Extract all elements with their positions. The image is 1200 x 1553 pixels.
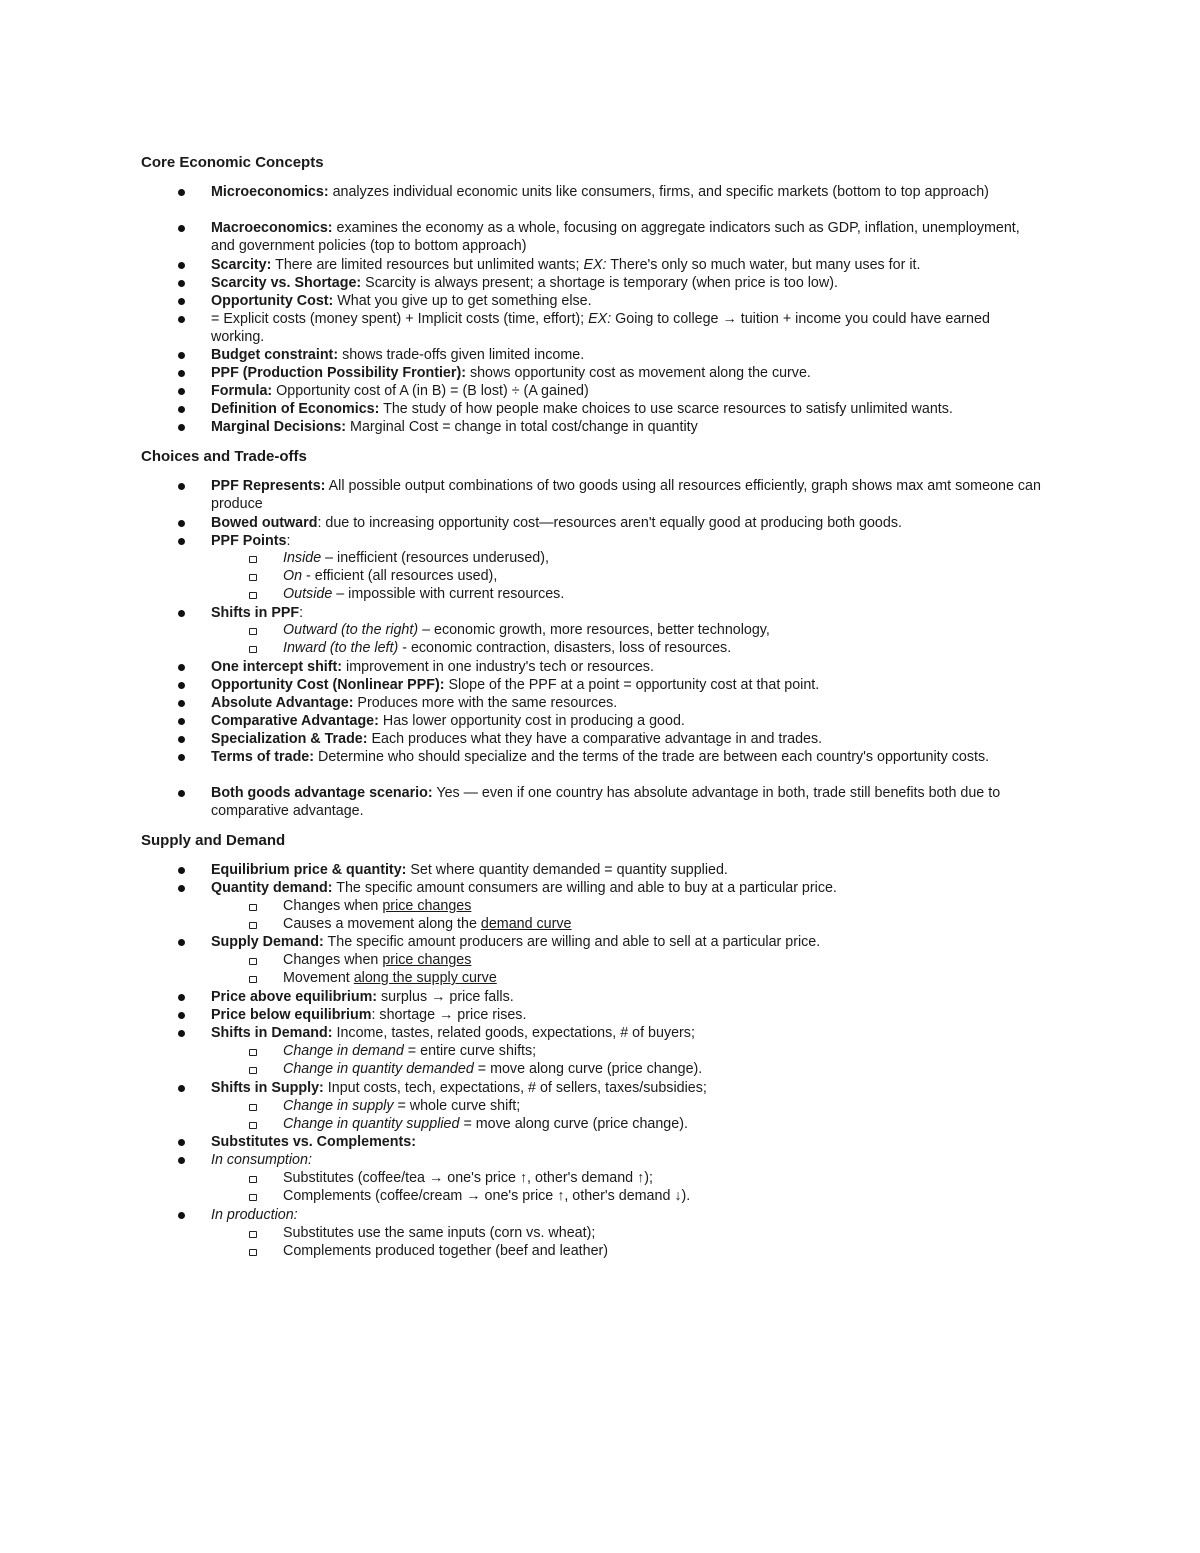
list-item-macroeconomics: Macroeconomics: examines the economy as a whole, focusing on aggregate indicators such as GDP, inflation, unemployment, and government policies (top to bottom approach) [211, 220, 1024, 254]
sub-item-consumption-complements: Complements (coffee/cream → one's price ↑, other's demand ↓). [283, 1188, 691, 1204]
bullet-icon [178, 790, 185, 797]
sub-item-consumption-substitutes: Substitutes (coffee/tea → one's price ↑, other's demand ↑); [283, 1170, 653, 1186]
sub-bullet-icon [249, 1231, 257, 1238]
bullet-icon [178, 610, 185, 617]
list-item-in-production: In production: [211, 1207, 298, 1223]
sub-item-qd-causes: Causes a movement along the demand curve [283, 916, 572, 932]
bullet-icon [178, 352, 185, 359]
sub-bullet-icon [249, 574, 257, 581]
list-item-substitutes-complements: Substitutes vs. Complements: [211, 1134, 416, 1150]
list-item-formula: Formula: Opportunity cost of A (in B) = (B lost) ÷ (A gained) [211, 383, 589, 399]
sub-bullet-icon [249, 1067, 257, 1074]
list-item-marginal-decisions: Marginal Decisions: Marginal Cost = change in total cost/change in quantity [211, 419, 698, 435]
bullet-icon [178, 1012, 185, 1019]
bullet-icon [178, 316, 185, 323]
list-item-terms-of-trade: Terms of trade: Determine who should specialize and the terms of the trade are between each country's opportunity costs. [211, 749, 990, 765]
sub-bullet-icon [249, 646, 257, 653]
list-item-equilibrium: Equilibrium price & quantity: Set where quantity demanded = quantity supplied. [211, 862, 728, 878]
list-item-price-below: Price below equilibrium: shortage → price rises. [211, 1007, 527, 1023]
sub-bullet-icon [249, 1249, 257, 1256]
list-item-explicit-implicit-costs: = Explicit costs (money spent) + Implicit costs (time, effort); EX: Going to college → tuition + income you could have earned working. [211, 311, 994, 345]
bullet-icon [178, 939, 185, 946]
sub-bullet-icon [249, 1176, 257, 1183]
sub-bullet-icon [249, 976, 257, 983]
bullet-icon [178, 406, 185, 413]
sub-item-sd-changes: Changes when price changes [283, 952, 472, 968]
list-item-one-intercept-shift: One intercept shift: improvement in one industry's tech or resources. [211, 659, 654, 675]
list-item-bowed-outward: Bowed outward: due to increasing opportunity cost—resources aren't equally good at producing both goods. [211, 515, 902, 531]
list-item-price-above: Price above equilibrium: surplus → price falls. [211, 989, 514, 1005]
list-item-shifts-in-supply: Shifts in Supply: Input costs, tech, expectations, # of sellers, taxes/subsidies; [211, 1080, 707, 1096]
sub-bullet-icon [249, 628, 257, 635]
list-item-ppf: PPF (Production Possibility Frontier): shows opportunity cost as movement along the curve. [211, 365, 811, 381]
sub-item-sd-movement: Movement along the supply curve [283, 970, 497, 986]
sub-bullet-icon [249, 904, 257, 911]
bullet-icon [178, 483, 185, 490]
list-item-definition: Definition of Economics: The study of how people make choices to use scarce resources to satisfy unlimited wants. [211, 401, 953, 417]
sub-item-change-in-qd: Change in quantity demanded = move along curve (price change). [283, 1061, 703, 1077]
bullet-icon [178, 885, 185, 892]
sub-bullet-icon [249, 1104, 257, 1111]
bullet-icon [178, 1157, 185, 1164]
sub-bullet-icon [249, 1194, 257, 1201]
bullet-icon [178, 718, 185, 725]
bullet-icon [178, 1085, 185, 1092]
list-item-quantity-demand: Quantity demand: The specific amount consumers are willing and able to buy at a particular price. [211, 880, 837, 896]
list-item-shifts-in-demand: Shifts in Demand: Income, tastes, related goods, expectations, # of buyers; [211, 1025, 695, 1041]
list-item-ppf-represents: PPF Represents: All possible output combinations of two goods using all resources efficiently, graph shows max amt someone can produce [211, 478, 1045, 512]
bullet-icon [178, 262, 185, 269]
bullet-icon [178, 298, 185, 305]
sub-bullet-icon [249, 592, 257, 599]
list-item-scarcity: Scarcity: There are limited resources but unlimited wants; EX: There's only so much water, but many uses for it. [211, 257, 921, 273]
sub-item-change-in-demand: Change in demand = entire curve shifts; [283, 1043, 537, 1059]
list-item-absolute-advantage: Absolute Advantage: Produces more with the same resources. [211, 695, 618, 711]
bullet-icon [178, 736, 185, 743]
sub-item-qd-changes: Changes when price changes [283, 898, 472, 914]
bullet-icon [178, 424, 185, 431]
list-item-budget-constraint: Budget constraint: shows trade-offs given limited income. [211, 347, 585, 363]
list-item-both-goods-advantage: Both goods advantage scenario: Yes — even if one country has absolute advantage in both, trade still benefits both due to comparative advantage. [211, 785, 1005, 819]
sub-item-outward: Outward (to the right) – economic growth, more resources, better technology, [283, 622, 770, 638]
bullet-icon [178, 754, 185, 761]
bullet-icon [178, 189, 185, 196]
list-item-supply-demand: Supply Demand: The specific amount producers are willing and able to sell at a particular price. [211, 934, 821, 950]
sub-item-on: On - efficient (all resources used), [283, 568, 498, 584]
sub-bullet-icon [249, 922, 257, 929]
bullet-icon [178, 867, 185, 874]
bullet-icon [178, 1139, 185, 1146]
section-heading-core: Core Economic Concepts [141, 154, 324, 171]
section-heading-supply-demand: Supply and Demand [141, 832, 286, 849]
sub-bullet-icon [249, 556, 257, 563]
sub-item-outside: Outside – impossible with current resources. [283, 586, 565, 602]
bullet-icon [178, 225, 185, 232]
list-item-ppf-points: PPF Points: [211, 533, 291, 549]
bullet-icon [178, 388, 185, 395]
sub-bullet-icon [249, 958, 257, 965]
list-item-shifts-in-ppf: Shifts in PPF: [211, 605, 304, 621]
list-item-scarcity-vs-shortage: Scarcity vs. Shortage: Scarcity is always present; a shortage is temporary (when price is too low). [211, 275, 838, 291]
section-heading-choices: Choices and Trade-offs [141, 448, 307, 465]
bullet-icon [178, 280, 185, 287]
list-item-comparative-advantage: Comparative Advantage: Has lower opportunity cost in producing a good. [211, 713, 685, 729]
bullet-icon [178, 700, 185, 707]
bullet-icon [178, 520, 185, 527]
sub-bullet-icon [249, 1122, 257, 1129]
sub-item-production-substitutes: Substitutes use the same inputs (corn vs. wheat); [283, 1225, 596, 1241]
list-item-in-consumption: In consumption: [211, 1152, 312, 1168]
sub-item-change-in-qs: Change in quantity supplied = move along curve (price change). [283, 1116, 688, 1132]
sub-item-inward: Inward (to the left) - economic contraction, disasters, loss of resources. [283, 640, 732, 656]
bullet-icon [178, 1212, 185, 1219]
list-item-opportunity-cost-nonlinear: Opportunity Cost (Nonlinear PPF): Slope of the PPF at a point = opportunity cost at that point. [211, 677, 820, 693]
bullet-icon [178, 994, 185, 1001]
list-item-specialization-trade: Specialization & Trade: Each produces what they have a comparative advantage in and trades. [211, 731, 823, 747]
bullet-icon [178, 538, 185, 545]
list-item-microeconomics: Microeconomics: analyzes individual economic units like consumers, firms, and specific markets (bottom to top approach) [211, 184, 989, 200]
bullet-icon [178, 664, 185, 671]
sub-item-inside: Inside – inefficient (resources underused), [283, 550, 549, 566]
bullet-icon [178, 1030, 185, 1037]
sub-item-production-complements: Complements produced together (beef and leather) [283, 1243, 609, 1259]
sub-bullet-icon [249, 1049, 257, 1056]
sub-item-change-in-supply: Change in supply = whole curve shift; [283, 1098, 521, 1114]
bullet-icon [178, 682, 185, 689]
bullet-icon [178, 370, 185, 377]
list-item-opportunity-cost: Opportunity Cost: What you give up to get something else. [211, 293, 592, 309]
